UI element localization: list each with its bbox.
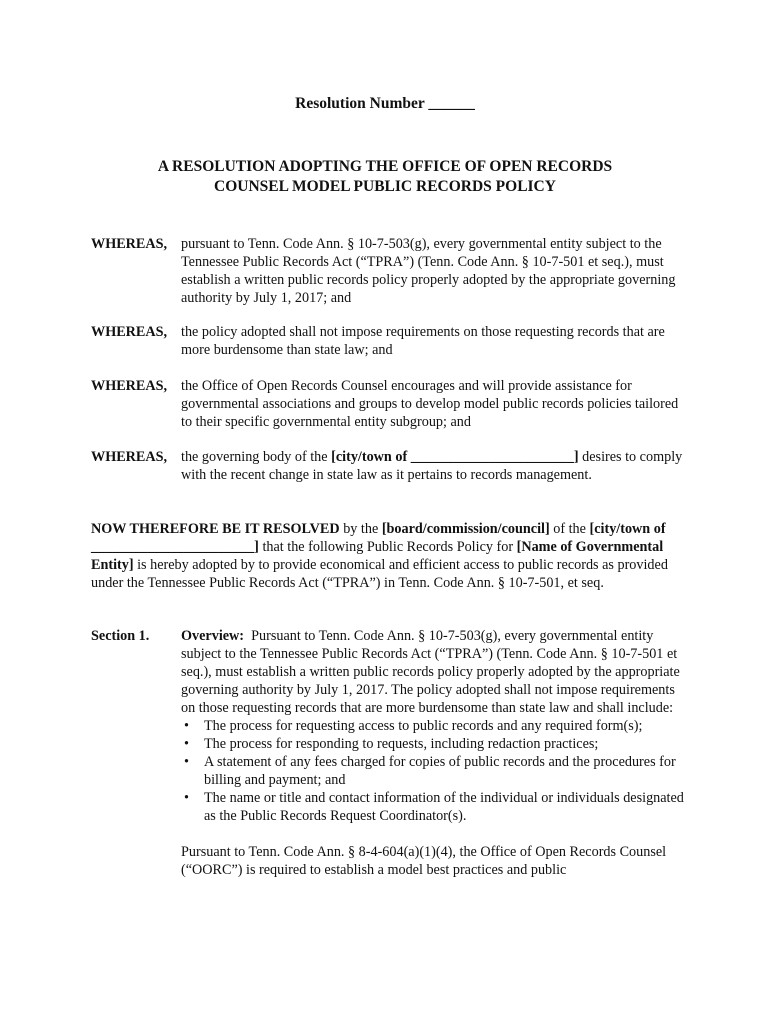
list-item-text: A statement of any fees charged for copies of public records and the procedures for billing and payment; and [204, 754, 676, 788]
bullet-icon: • [184, 790, 189, 806]
whereas-clause-4 [91, 448, 691, 484]
bullet-icon: • [184, 718, 189, 734]
whereas4-pre: the governing body of the [181, 449, 332, 465]
section-body [181, 627, 691, 879]
whereas-label: WHEREAS, [91, 236, 168, 252]
list-item [181, 735, 691, 753]
bullet-icon: • [184, 754, 189, 770]
requirements-list [181, 717, 691, 825]
resolved-text-1: by the [339, 521, 382, 537]
resolved-text-3: that the following Public Records Policy for [258, 539, 517, 555]
list-item [181, 753, 691, 789]
resolution-title [0, 157, 770, 197]
entity-placeholder: [Name of Governmental Entity] [91, 539, 664, 573]
whereas-clause-1 [91, 235, 691, 307]
city-placeholder: [city/town of _______________________] [331, 449, 579, 465]
bullet-icon: • [184, 736, 189, 752]
whereas-clause-3 [91, 377, 691, 431]
section-paragraph-2: Pursuant to Tenn. Code Ann. § 8-4-604(a)(1)(4), the Office of Open Records Counsel (“OORC”) is required to establish a model best practices and public [181, 844, 667, 878]
whereas-text: pursuant to Tenn. Code Ann. § 10-7-503(g), every governmental entity subject to the Tennessee Public Records Act (“TPRA”) (Tenn. Code Ann. § 10-7-501 et seq.), must establish a written public records policy properly adopted by the appropriate governing authority by July 1, 2017; and [181, 236, 676, 306]
section-1 [91, 627, 691, 879]
whereas-text: the policy adopted shall not impose requirements on those requesting records that are more burdensome than state law; and [181, 324, 665, 358]
resolved-text-4: is hereby adopted by to provide economical and efficient access to public records as provided under the Tennessee Public Records Act (“TPRA”) in Tenn. Code Ann. § 10-7-501, et seq. [91, 557, 668, 591]
title-line-2: COUNSEL MODEL PUBLIC RECORDS POLICY [214, 178, 556, 195]
section-intro [181, 627, 691, 717]
list-item-text: The process for requesting access to public records and any required form(s); [204, 718, 643, 734]
whereas-label: WHEREAS, [91, 378, 168, 394]
list-item [181, 717, 691, 735]
city-placeholder: [city/town of _______________________] [91, 521, 666, 555]
whereas-clause-2 [91, 323, 691, 359]
resolved-lead: NOW THEREFORE BE IT RESOLVED [91, 521, 340, 537]
whereas-label: WHEREAS, [91, 449, 168, 465]
whereas-label: WHEREAS, [91, 324, 168, 340]
resolution-number: Resolution Number ______ [295, 95, 475, 112]
section-intro-text: Pursuant to Tenn. Code Ann. § 10-7-503(g), every governmental entity subject to the Tennessee Public Records Act (“TPRA”) (Tenn. Code Ann. § 10-7-501 et seq.), must establish a written public records policy properly adopted by the appropriate governing authority by July 1, 2017. The policy adopted shall not impose requirements on those requesting records that are more burdensome than state law and shall include: [181, 628, 680, 716]
title-line-1: A RESOLUTION ADOPTING THE OFFICE OF OPEN RECORDS [157, 158, 613, 175]
whereas-text: the Office of Open Records Counsel encourages and will provide assistance for governmental associations and groups to develop model public records policies tailored to their specific governmental entity subgroup; and [181, 378, 679, 430]
resolved-text-2: of the [549, 521, 590, 537]
list-item-text: The process for responding to requests, including redaction practices; [204, 736, 599, 752]
whereas-text [181, 448, 691, 484]
whereas4-post: desires to comply with the recent change in state law as it pertains to records management. [181, 449, 683, 483]
resolved-paragraph [91, 520, 681, 592]
list-item [181, 789, 691, 825]
list-item-text: The name or title and contact information of the individual or individuals designated as the Public Records Request Coordinator(s). [204, 790, 684, 824]
section-heading: Overview: [181, 628, 245, 644]
board-placeholder: [board/commission/council] [381, 521, 550, 537]
section-label: Section 1. [91, 628, 150, 644]
